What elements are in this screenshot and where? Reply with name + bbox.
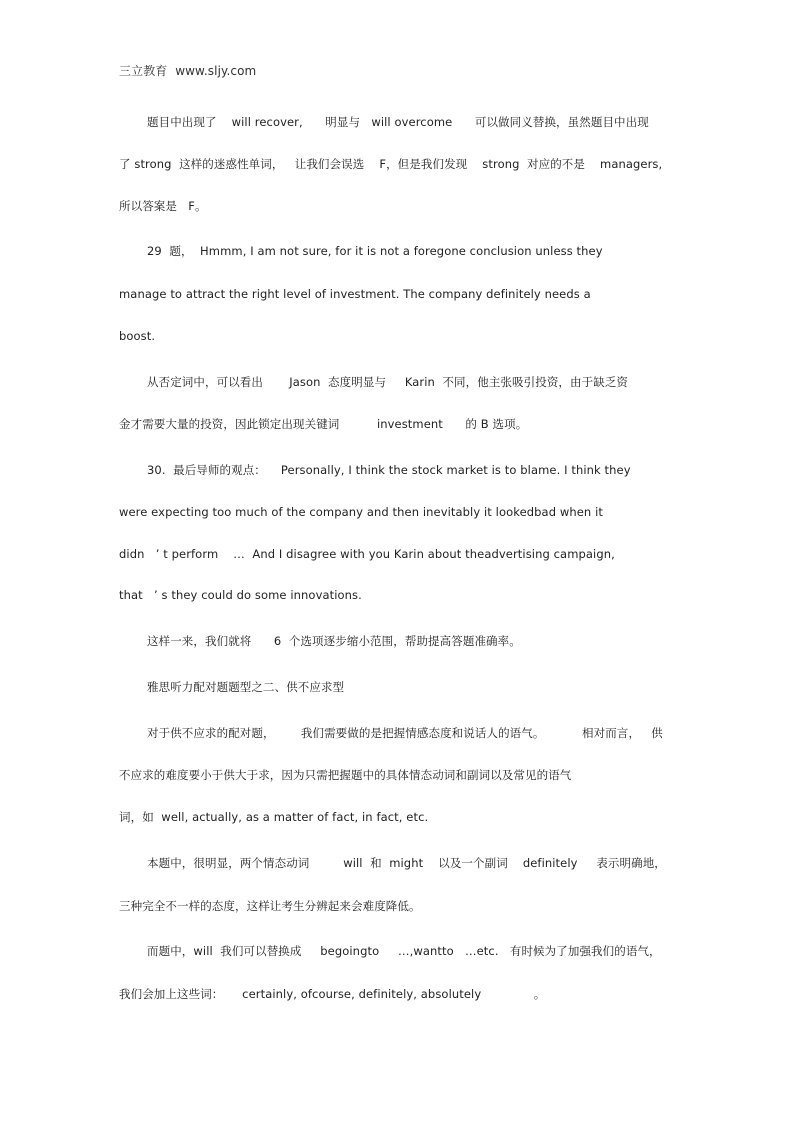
text-line: were expecting too much of the company and then inevitably it lookedbad when it	[119, 505, 603, 519]
text-line: 而题中，will 我们可以替换成 begoingto …,wantto …etc. 有时候为了加强我们的语气，	[147, 944, 661, 958]
text-line: 不应求的难度要小于供大于求，因为只需把握题中的具体情态动词和副词以及常见的语气	[119, 768, 572, 782]
text-line: 从否定词中，可以看出 Jason 态度明显与 Karin 不同，他主张吸引投资，由于缺乏资	[147, 375, 629, 389]
text-line: 词，如 well, actually, as a matter of fact, in fact, etc.	[119, 810, 429, 824]
text-line: 对于供不应求的配对题， 我们需要做的是把握情感态度和说话人的语气。 相对而言， 供	[147, 726, 663, 740]
text-line: 所以答案是 F。	[119, 199, 207, 213]
text-line: 这样一来，我们就将 6 个选项逐步缩小范围，帮助提高答题准确率。	[147, 634, 521, 648]
text-line: 三种完全不一样的态度，这样让考生分辨起来会难度降低。	[119, 899, 421, 913]
text-line: 我们会加上这些词： certainly, ofcourse, definitely, absolutely 。	[119, 987, 546, 1001]
text-line: 29 题， Hmmm, I am not sure, for it is not a foregone conclusion unless they	[147, 244, 603, 258]
text-line: 金才需要大量的投资，因此锁定出现关键词 investment 的 B 选项。	[119, 417, 528, 431]
text-line: manage to attract the right level of investment. The company definitely needs a	[119, 287, 591, 301]
text-line: didn ’ t perform … And I disagree with you Karin about theadvertising campaign,	[119, 547, 615, 561]
text-line: 题目中出现了 will recover, 明显与 will overcome 可以做同义替换，虽然题目中出现	[147, 115, 649, 129]
page-header: 三立教育 www.sljy.com	[119, 64, 257, 78]
text-line: 了 strong 这样的迷惑性单词， 让我们会误选 F，但是我们发现 strong 对应的不是 managers,	[119, 157, 663, 171]
text-line: 30. 最后导师的观点： Personally, I think the stock market is to blame. I think they	[147, 463, 631, 477]
text-line: that ’ s they could do some innovations.	[119, 588, 362, 602]
text-line: boost.	[119, 329, 156, 343]
section-heading: 雅思听力配对题题型之二、供不应求型	[147, 680, 345, 694]
text-line: 本题中，很明显，两个情态动词 will 和 might 以及一个副词 definitely 表示明确地，	[147, 856, 666, 870]
